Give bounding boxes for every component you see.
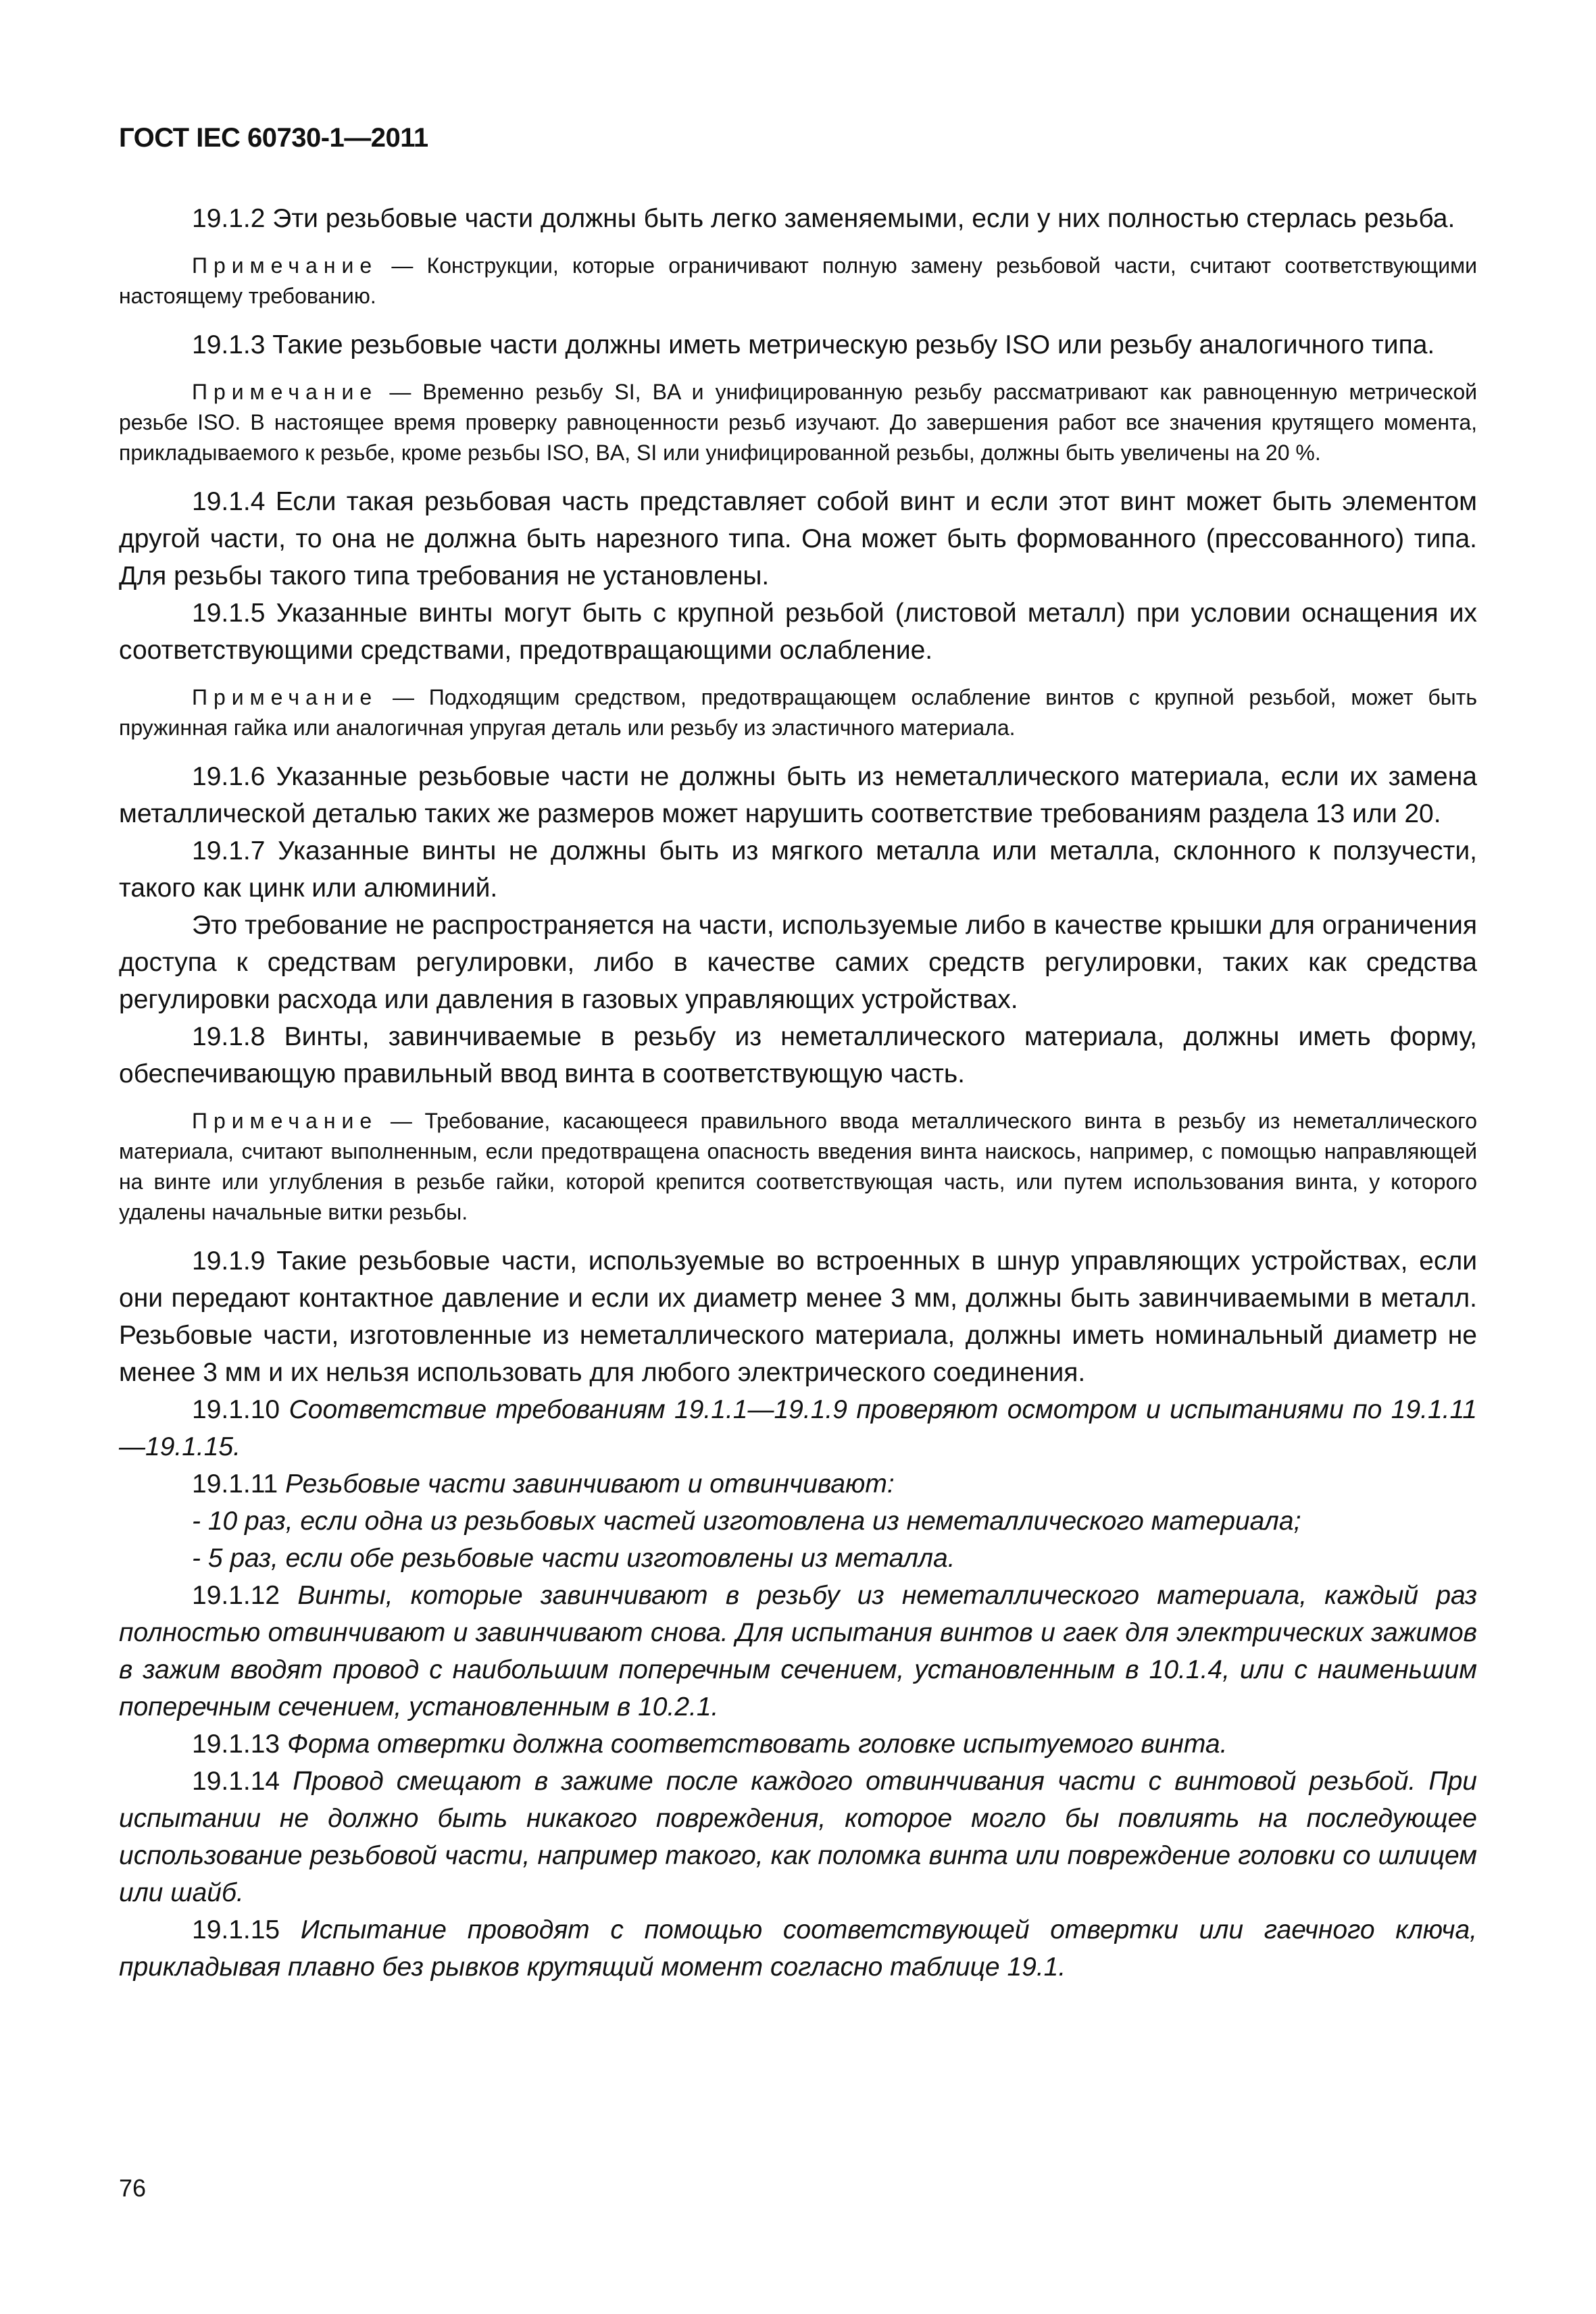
clause-19-1-14 bbox=[119, 1763, 1477, 1911]
clause-number: 19.1.2 bbox=[192, 204, 266, 233]
clause-text: Эти резьбовые части должны быть легко заменяемыми, если у них полностью стерлась резьба. bbox=[272, 204, 1455, 233]
clause-19-1-2 bbox=[119, 200, 1477, 237]
note-label: Примечание bbox=[192, 380, 378, 404]
clause-19-1-8 bbox=[119, 1018, 1477, 1092]
clause-19-1-4 bbox=[119, 483, 1477, 595]
note-text: — Временно резьбу SI, BA и унифицированную резьбу рассматривают как равноценную метрической резьбе ISO. В настоящее время проверку равноценности резьб изучают. До завершения работ все значения крутящего момента, прикладываемого к резьбе, кроме резьбы ISO, BA, SI или унифицированной резьбы, должны быть увеличены на 20 %. bbox=[119, 380, 1478, 465]
clause-number: 19.1.9 bbox=[192, 1247, 266, 1276]
clause-text: Указанные винты могут быть с крупной резьбой (листовой металл) при условии оснащения их соответствующими средствами, предотвращающими ослабление. bbox=[119, 599, 1477, 665]
clause-number: 19.1.7 bbox=[192, 836, 266, 865]
clause-19-1-15 bbox=[119, 1911, 1477, 1986]
clause-number: 19.1.12 bbox=[192, 1581, 280, 1610]
note bbox=[119, 377, 1477, 468]
clause-19-1-5 bbox=[119, 595, 1477, 669]
clause-text: Указанные резьбовые части не должны быть из неметаллического материала, если их замена металлической деталью таких же размеров может нарушить соответствие требованиям раздела 13 или 20. bbox=[119, 762, 1477, 828]
clause-text: Испытание проводят с помощью соответствующей отвертки или гаечного ключа, прикладывая плавно без рывков крутящий момент согласно таблице 19.1. bbox=[119, 1915, 1477, 1982]
clause-text: Провод смещают в зажиме после каждого отвинчивания части с винтовой резьбой. При испытании не должно быть никакого повреждения, которое могло бы повлиять на последующее использование резьбовой части, например такого, как поломка винта или повреждение головки со шлицем или шайб. bbox=[119, 1767, 1477, 1907]
document-body bbox=[119, 200, 1477, 1986]
clause-text: Винты, завинчиваемые в резьбу из неметаллического материала, должны иметь форму, обеспечивающую правильный ввод винта в соответствующую часть. bbox=[119, 1022, 1477, 1088]
clause-number: 19.1.13 bbox=[192, 1730, 280, 1759]
clause-number: 19.1.5 bbox=[192, 599, 266, 628]
clause-text: Если такая резьбовая часть представляет собой винт и если этот винт может быть элементом другой части, то она не должна быть нарезного типа. Она может быть формованного (прессованного) типа. Для резьбы такого типа требования не установлены. bbox=[119, 487, 1477, 590]
clause-19-1-6 bbox=[119, 758, 1477, 832]
note-text: — Конструкции, которые ограничивают полную замену резьбовой части, считают соответствующими настоящему требованию. bbox=[119, 253, 1478, 308]
clause-19-1-11 bbox=[119, 1465, 1477, 1503]
clause-number: 19.1.11 bbox=[192, 1469, 278, 1499]
note-label: Примечание bbox=[192, 685, 378, 709]
clause-19-1-10 bbox=[119, 1391, 1477, 1465]
clause-number: 19.1.3 bbox=[192, 330, 266, 359]
list-item: - 5 раз, если обе резьбовые части изготовлены из металла. bbox=[192, 1544, 955, 1573]
clause-19-1-9 bbox=[119, 1242, 1477, 1391]
clause-19-1-7 bbox=[119, 832, 1477, 907]
note-label: Примечание bbox=[192, 253, 378, 278]
clause-text: Это требование не распространяется на части, используемые либо в качестве крышки для ограничения доступа к средствам регулировки, либо в качестве самих средств регулировки, таких как средства регулировки расхода или давления в газовых управляющих устройствах. bbox=[119, 911, 1477, 1014]
clause-text: Такие резьбовые части, используемые во встроенных в шнур управляющих устройствах, если они передают контактное давление и если их диаметр менее 3 мм, должны быть завинчиваемыми в металл. Резьбовые части, изготовленные из неметаллического материала, должны иметь номинальный диаметр не менее 3 мм и их нельзя использовать для любого электрического соединения. bbox=[119, 1247, 1477, 1387]
clause-number: 19.1.10 bbox=[192, 1395, 280, 1424]
clause-19-1-13 bbox=[119, 1726, 1477, 1763]
clause-text: Резьбовые части завинчивают и отвинчивают: bbox=[285, 1469, 895, 1499]
note bbox=[119, 1106, 1477, 1228]
note-label: Примечание bbox=[192, 1109, 378, 1133]
note-text: — Подходящим средством, предотвращающем ослабление винтов с крупной резьбой, может быть пружинная гайка или аналогичная упругая деталь или резьбу из эластичного материала. bbox=[119, 685, 1478, 740]
clause-text: Винты, которые завинчивают в резьбу из неметаллического материала, каждый раз полностью отвинчивают и завинчивают снова. Для испытания винтов и гаек для электрических зажимов в зажим вводят провод с наибольшим поперечным сечением, установленным в 10.1.4, или с наименьшим поперечным сечением, установленным в 10.2.1. bbox=[119, 1581, 1477, 1721]
clause-continuation bbox=[119, 907, 1477, 1018]
note-text: — Требование, касающееся правильного ввода металлического винта в резьбу из неметаллического материала, считают выполненным, если предотвращена опасность введения винта наискось, например, с помощью направляющей на винте или углубления в резьбе гайки, которой крепится соответствующая часть, или путем использования винта, у которого удалены начальные витки резьбы. bbox=[119, 1109, 1478, 1224]
clause-text: Указанные винты не должны быть из мягкого металла или металла, склонного к ползучести, такого как цинк или алюминий. bbox=[119, 836, 1478, 903]
clause-number: 19.1.4 bbox=[192, 487, 266, 516]
note bbox=[119, 682, 1477, 743]
clause-number: 19.1.14 bbox=[192, 1767, 280, 1796]
document-header: ГОСТ IEC 60730-1—2011 bbox=[119, 123, 428, 153]
list-item: - 10 раз, если одна из резьбовых частей изготовлена из неметаллического материала; bbox=[192, 1507, 1301, 1536]
page-number: 76 bbox=[119, 2174, 147, 2202]
clause-text: Соответствие требованиям 19.1.1—19.1.9 проверяют осмотром и испытаниями по 19.1.11—19.1.15. bbox=[119, 1395, 1477, 1461]
clause-number: 19.1.6 bbox=[192, 762, 266, 791]
clause-text: Такие резьбовые части должны иметь метрическую резьбу ISO или резьбу аналогичного типа. bbox=[272, 330, 1435, 359]
clause-19-1-3 bbox=[119, 326, 1477, 363]
clause-number: 19.1.15 bbox=[192, 1915, 280, 1944]
note bbox=[119, 251, 1477, 311]
clause-text: Форма отвертки должна соответствовать головке испытуемого винта. bbox=[286, 1730, 1228, 1759]
clause-19-1-12 bbox=[119, 1577, 1477, 1726]
clause-number: 19.1.8 bbox=[192, 1022, 266, 1051]
